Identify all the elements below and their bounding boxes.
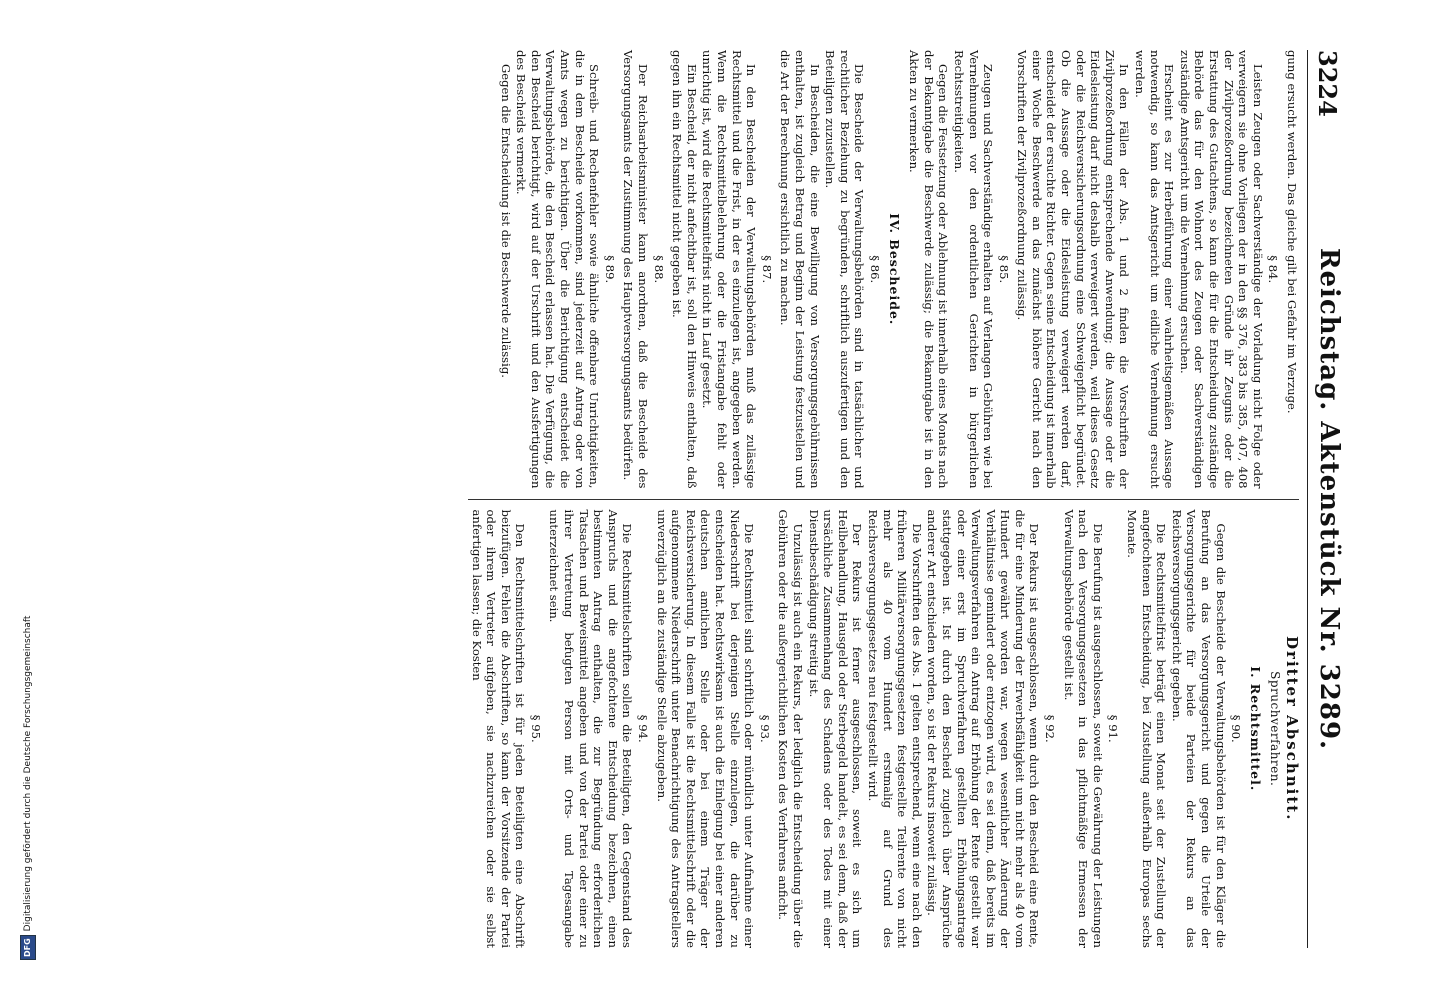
chapter-heading-bescheide: IV. Bescheide. bbox=[886, 213, 902, 326]
s85-paragraph-2: Gegen die Festsetzung oder Ablehnung ist innerhalb eines Monats nach der Bekanntgabe die Beschwerde zulässig; die Bekanntgabe ist in den Akten zu vermerken. bbox=[907, 50, 951, 489]
page-title: Reichstag. Aktenstück Nr. 3289. bbox=[1314, 247, 1344, 751]
section-label-85: § 85. bbox=[996, 255, 1011, 284]
section-label-93: § 93. bbox=[757, 714, 772, 743]
s86-paragraph-1: Die Bescheide der Verwaltungsbehörden sind in tatsächlicher und rechtlicher Beziehung zu begründen, schriftlich auszufertigen und den Beteiligten zuzustellen. bbox=[823, 50, 867, 489]
s95-paragraph-1: Den Rechtsmittelschriften ist für jeden Beteiligten eine Abschrift beizufügen. Fehlen die Abschriften, so kann der Vorsitzende der Partei oder ihrem Vertreter aufgeben, sie nachzureichen oder sie selbst anfertigen lassen; die Kosten bbox=[469, 509, 528, 948]
s87-paragraph-2: Ein Bescheid, der nicht anfechtbar ist, soll den Hinweis enthalten, daß gegen ihn ein Rechtsmittel nicht gegeben ist. bbox=[670, 50, 699, 489]
s84-paragraph-3: In den Fällen der Abs. 1 und 2 finden die Vorschriften der Zivilprozeßordnung entsprechende Anwendung; die Aussage oder die Eidesleistung darf nicht deshalb verweigert werden, weil dieses Gesetz oder die Reichsversicherungsordnung eine Schweigepflicht begründet. Ob die Aussage oder die Eidesleistung verweigert werden darf, entscheidet der ersuchte Richter. Gegen seine Entscheidung ist innerhalb einer Woche Beschwerde an das zunächst höhere Gericht nach den Vorschriften der Zivilprozeßordnung zulässig. bbox=[1015, 50, 1132, 489]
s88-paragraph-1: Der Reichsarbeitsminister kann anordnen, daß die Bescheide des Versorgungsamts der Zustimmung des Hauptversorgungsamts bedürfen. bbox=[621, 50, 651, 489]
section-label-88: § 88. bbox=[651, 255, 666, 284]
footer-text: Digitalisierung gefördert durch die Deutsche Forschungsgemeinschaft bbox=[23, 615, 33, 932]
s86-paragraph-2: In Bescheiden, die eine Bewilligung von Versorgungsgebührnissen enthalten, ist zugleich Betrag und Beginn der Leistung festzustellen und die Art der Berechnung ersichtlich zu machen. bbox=[778, 50, 822, 489]
section-label-91: § 91. bbox=[1106, 714, 1121, 743]
s90-paragraph-1: Gegen die Bescheide der Verwaltungsbehörden ist für den Kläger die Berufung an das Versorgungsgericht und gegen die Urteile der Versorgungsgerichte für beide Parteien der Rekurs an das Reichsversorgungsgericht gegeben. bbox=[1169, 509, 1228, 948]
left-column bbox=[468, 50, 1299, 500]
section-label-90: § 90. bbox=[1229, 714, 1244, 743]
section-subheading-spruchverfahren: Spruchverfahren. bbox=[1268, 671, 1283, 787]
s92-paragraph-4: Unzulässig ist auch ein Rekurs, der lediglich die Entscheidung über die Gebühren oder die außergerichtlichen Kosten des Verfahrens anficht. bbox=[776, 509, 805, 948]
s89-paragraph-1: Schreib- und Rechenfehler sowie ähnliche offenbare Unrichtigkeiten, die in dem Bescheide vorkommen, sind jederzeit auf Antrag oder von Amts wegen zu berichtigen. Über die Berichtigung entscheidet die Verwaltungsbehörde, die den Bescheid erlassen hat. Die Verfügung, die den Bescheid berichtigt, wird auf der Urschrift und den Ausfertigungen des Bescheids vermerkt. bbox=[514, 50, 602, 489]
section-label-92: § 92. bbox=[1043, 714, 1058, 743]
s89-paragraph-2: Gegen die Entscheidung ist die Beschwerde zulässig. bbox=[498, 64, 513, 378]
s92-paragraph-3: Der Rekurs ist ferner ausgeschlossen, soweit es sich um Heilbehandlung, Hausgeld oder Sterbegeld handelt, es sei denn, daß der ursächliche Zusammenhang des Schadens oder des Todes mit einer Dienstbeschädigung streitig ist. bbox=[806, 509, 865, 948]
section-label-87: § 87. bbox=[759, 255, 774, 284]
section-heading-dritter-abschnitt: Dritter Abschnitt. bbox=[1283, 636, 1301, 822]
digitization-footer bbox=[20, 0, 34, 1000]
s94-paragraph-1: Die Rechtsmittelschriften sollen die Beteiligten, den Gegenstand des Anspruchs und die angefochtene Entscheidung bezeichnen, einen bestimmten Antrag enthalten, die zur Begründung erforderlichen Tatsachen und Beweismittel angeben und von der Partei oder einer zu ihrer Vertretung befugten Person mit Orts- und Tagesangabe unterzeichnet sein. bbox=[547, 509, 635, 948]
s84-paragraph-2: Erscheint es zur Herbeiführung einer wahrheitsgemäßen Aussage notwendig, so kann das Amtsgericht um eidliche Vernehmung ersucht werden. bbox=[1133, 50, 1177, 489]
section-label-95: § 95. bbox=[528, 714, 543, 743]
s91-paragraph-1: Die Berufung ist ausgeschlossen, soweit die Gewährung der Leistungen nach den Versorgungsgesetzen in das pflichtmäßige Ermessen der Verwaltungsbehörde gestellt ist. bbox=[1061, 509, 1105, 948]
s84-paragraph-1: Leisten Zeugen oder Sachverständige der Vorladung nicht Folge oder verweigern sie ohne Vorliegen der in den §§ 376, 383 bis 385, 407, 408 der Zivilprozeßordnung bezeichneten Gründe ihr Zeugnis oder die Erstattung des Gutachtens, so kann die für die Entscheidung zuständige Behörde das für den Wohnort des Zeugen oder Sachverständigen zuständige Amtsgericht um die Vernehmung ersuchen. bbox=[1177, 50, 1265, 489]
s90-paragraph-2: Die Rechtsmittelfrist beträgt einen Monat seit der Zustellung der angefochtenen Entscheidung, bei Zustellung außerhalb Europas sechs Monate. bbox=[1125, 509, 1169, 948]
intro-paragraph: gung ersucht werden. Das gleiche gilt bei Gefahr im Verzuge. bbox=[1285, 50, 1299, 414]
page-number: 3224 bbox=[1313, 50, 1342, 117]
dfg-logo-icon: DFG bbox=[20, 935, 36, 960]
s87-paragraph-1: In den Bescheiden der Verwaltungsbehörden muß das zulässige Rechtsmittel und die Frist, in der es einzulegen ist, angegeben werden. Wenn die Rechtsmittelbelehrung oder die Fristangabe fehlt oder unrichtig ist, wird die Rechtsmittelfrist nicht in Lauf gesetzt. bbox=[700, 50, 759, 489]
s92-paragraph-2: Die Vorschriften des Abs. 1 gelten entsprechend, wenn eine nach den früheren Militärversorgungsgesetzen festgestellte Teilrente von nicht mehr als 40 vom Hundert erstmalig auf Grund des Reichsversorgungsgesetzes neu festgestellt wird. bbox=[865, 509, 924, 948]
right-column bbox=[468, 500, 1299, 949]
section-label-86: § 86. bbox=[867, 255, 882, 284]
s92-paragraph-1: Der Rekurs ist ausgeschlossen, wenn durch den Bescheid eine Rente, die für eine Minderung der Erwerbsfähigkeit um nicht mehr als 40 vom Hundert gewährt worden war, wegen wesentlicher Änderung der Verhältnisse gemindert oder entzogen wird, es sei denn, daß bereits im Verwaltungsverfahren ein Antrag auf Erhöhung der Rente gestellt war oder einer erst im Spruchverfahren gestellten Erhöhungsantrage stattgegeben ist. Ist durch den Bescheid zugleich über Ansprüche anderer Art entschieden worden, so ist der Rekurs insoweit zulässig. bbox=[925, 509, 1042, 948]
section-label-84: § 84. bbox=[1266, 255, 1281, 284]
part-heading-rechtsmittel: I. Rechtsmittel. bbox=[1247, 666, 1263, 792]
s93-paragraph-1: Die Rechtsmittel sind schriftlich oder mündlich unter Aufnahme einer Niederschrift bei derjenigen Stelle einzulegen, die darüber zu entscheiden hat. Rechtswirksam ist auch die Einlegung bei einer anderen deutschen amtlichen Stelle oder bei einem Träger der Reichsversicherung. In diesem Falle ist die Rechtsmittelschrift oder die aufgenommene Niederschrift unter Benachrichtigung des Antragstellers unverzüglich an die zuständige Stelle abzugeben. bbox=[654, 509, 757, 948]
text-columns bbox=[468, 50, 1299, 948]
page-header bbox=[1307, 50, 1344, 948]
section-label-89: § 89. bbox=[602, 255, 617, 284]
s85-paragraph-1: Zeugen und Sachverständige erhalten auf Verlangen Gebühren wie bei Vernehmungen vor den ordentlichen Gerichten in bürgerlichen Rechtsstreitigkeiten. bbox=[951, 50, 996, 489]
section-label-94: § 94. bbox=[636, 714, 651, 743]
